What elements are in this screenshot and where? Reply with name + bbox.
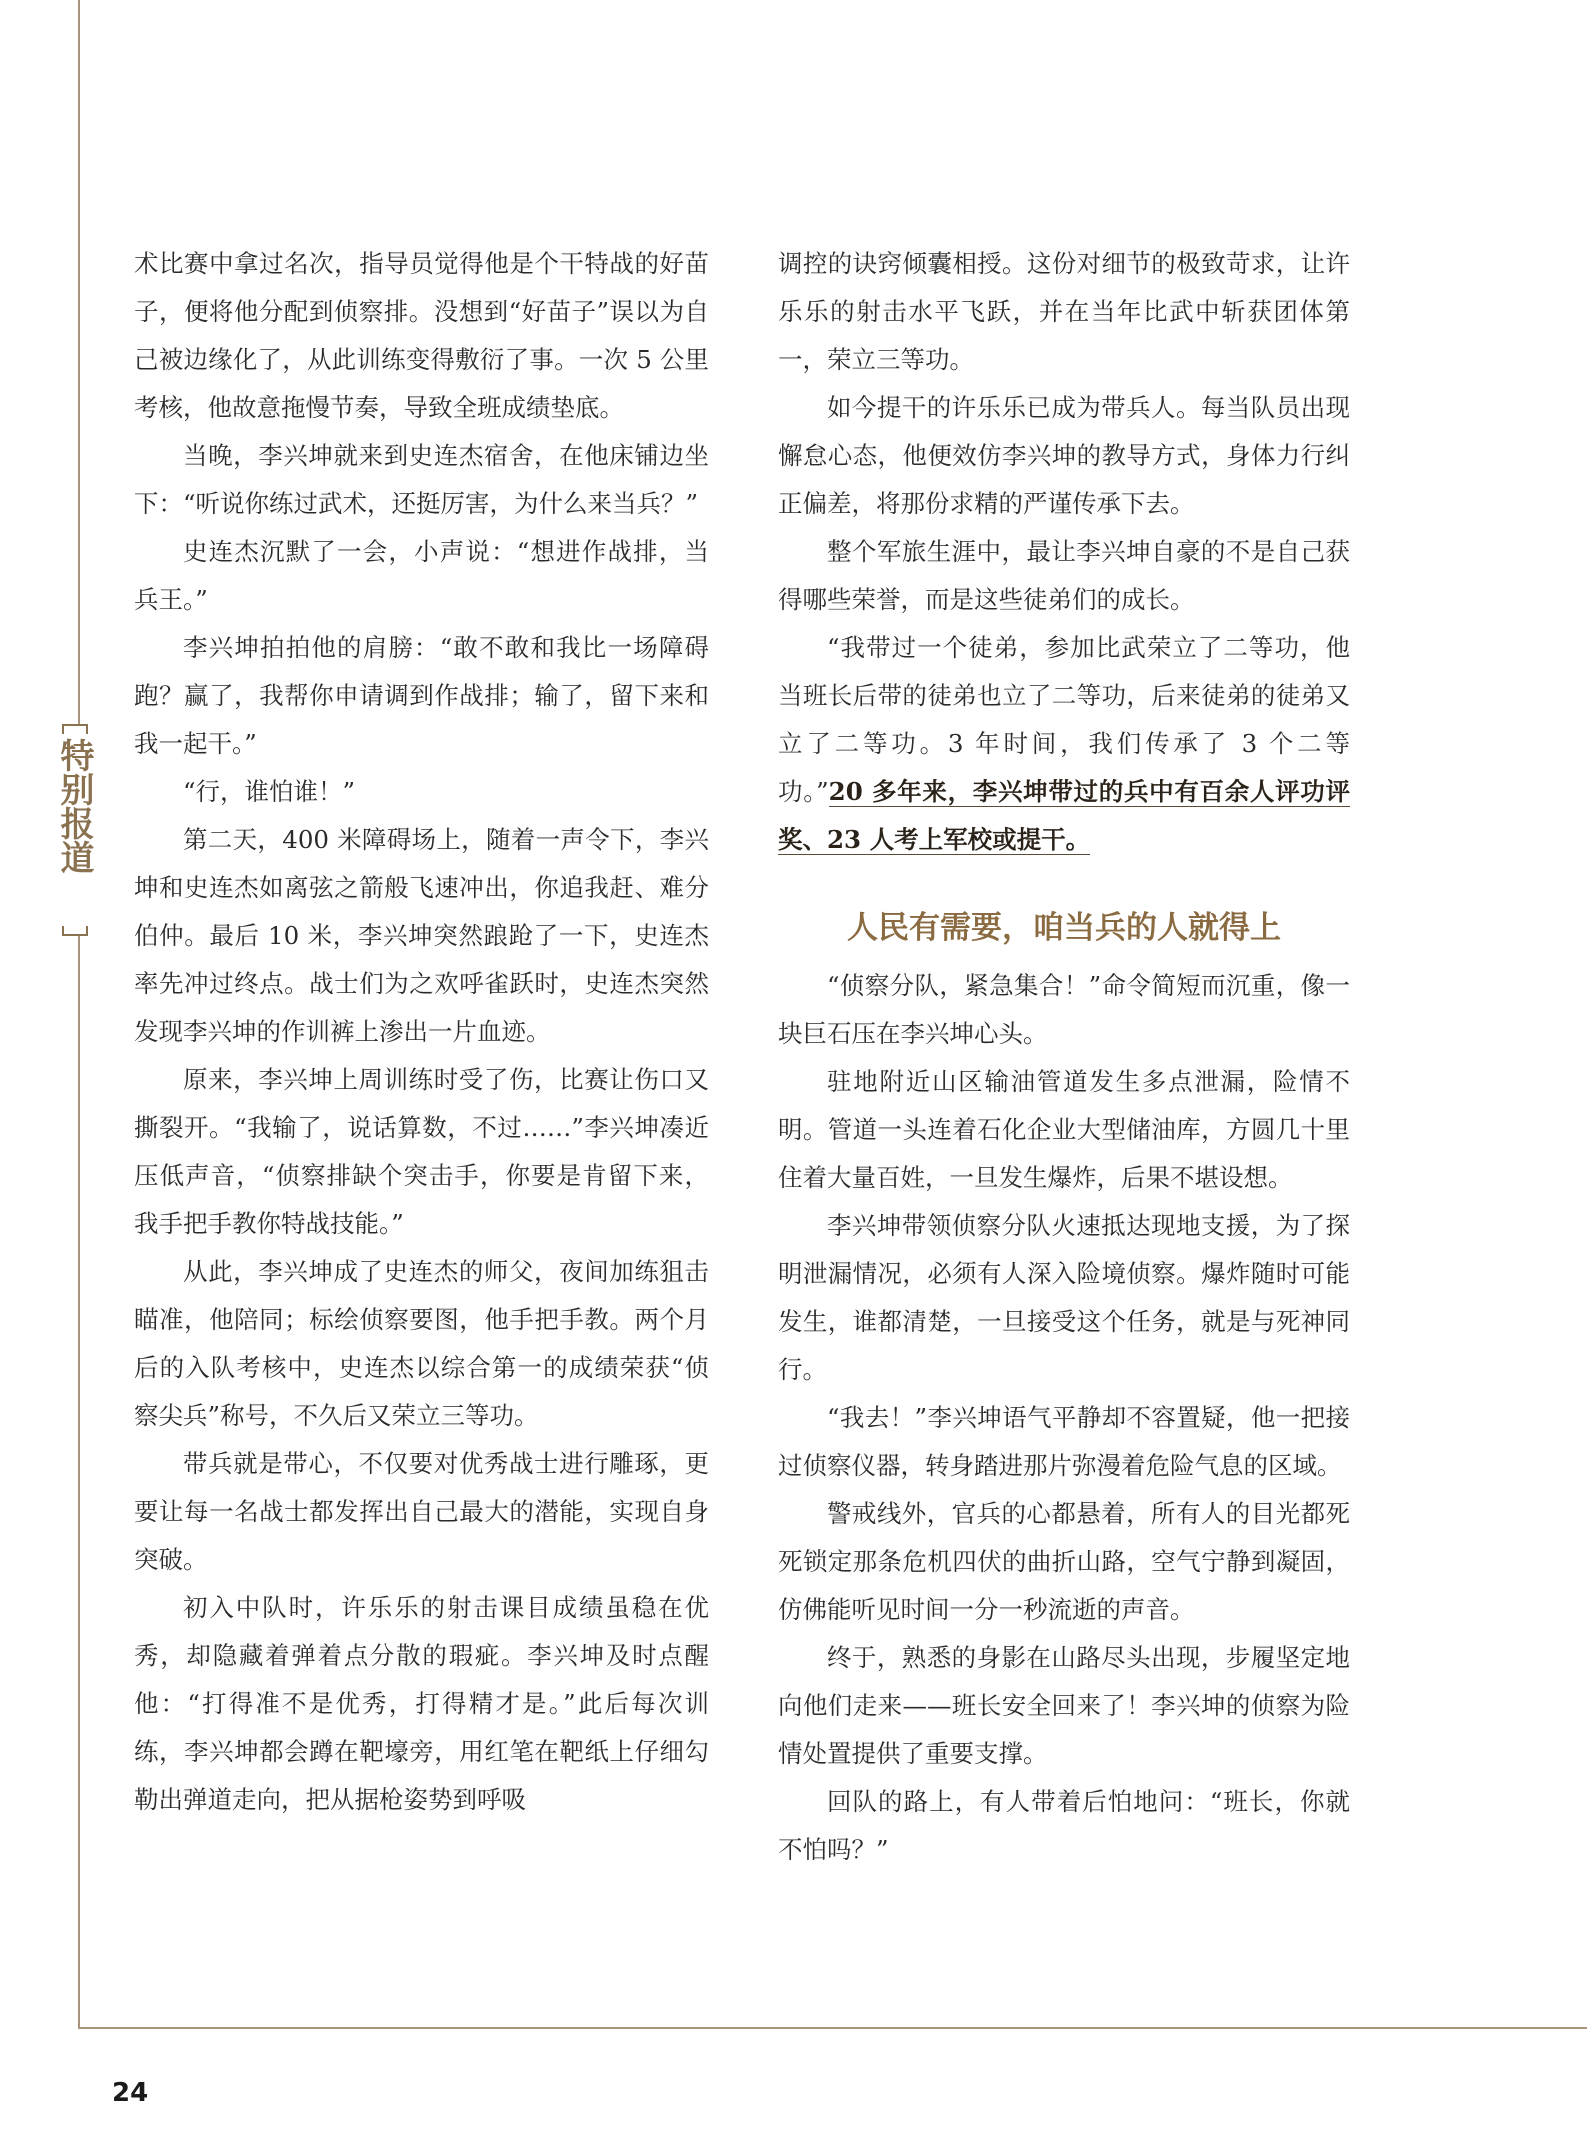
paragraph: 如今提干的许乐乐已成为带兵人。每当队员出现懈怠心态，他便效仿李兴坤的教导方式，身体力行纠正偏差，将那份求精的严谨传承下去。 — [778, 393, 1350, 518]
paragraph: 李兴坤带领侦察分队火速抵达现地支援，为了探明泄漏情况，必须有人深入险境侦察。爆炸随时可能发生，谁都清楚，一旦接受这个任务，就是与死神同行。 — [778, 1211, 1350, 1384]
page-number: 24 — [112, 2078, 149, 2108]
paragraph: 从此，李兴坤成了史连杰的师父，夜间加练狙击瞄准，他陪同；标绘侦察要图，他手把手教。两个月后的入队考核中，史连杰以综合第一的成绩荣获“侦察尖兵”称号，不久后又荣立三等功。 — [134, 1257, 709, 1430]
paragraph: 驻地附近山区输油管道发生多点泄漏，险情不明。管道一头连着石化企业大型储油库，方圆几十里住着大量百姓，一旦发生爆炸，后果不堪设想。 — [778, 1067, 1350, 1192]
bracket-top — [62, 724, 88, 734]
section-tab — [52, 724, 98, 936]
paragraph: 带兵就是带心，不仅要对优秀战士进行雕琢，更要让每一名战士都发挥出自己最大的潜能，实现自身突破。 — [134, 1449, 709, 1574]
highlight-paragraph — [778, 624, 1350, 864]
paragraph: 终于，熟悉的身影在山路尽头出现，步履坚定地向他们走来——班长安全回来了！李兴坤的侦察为险情处置提供了重要支撑。 — [778, 1643, 1350, 1768]
page-frame-left-rule — [78, 0, 80, 2029]
paragraph: 回队的路上，有人带着后怕地问：“班长，你就不怕吗？” — [778, 1787, 1350, 1864]
paragraph: “行，谁怕谁！” — [183, 777, 356, 806]
section-label: 特别报道 — [54, 738, 94, 874]
left-column — [134, 240, 709, 1824]
paragraph: “侦察分队，紧急集合！”命令简短而沉重，像一块巨石压在李兴坤心头。 — [778, 971, 1350, 1048]
paragraph: 第二天，400 米障碍场上，随着一声令下，李兴坤和史连杰如离弦之箭般飞速冲出，你追我赶、难分伯仲。最后 10 米，李兴坤突然踉跄了一下，史连杰率先冲过终点。战士们为之欢呼雀跃时，史连杰突然发现李兴坤的作训裤上渗出一片血迹。 — [134, 825, 709, 1046]
paragraph: 术比赛中拿过名次，指导员觉得他是个干特战的好苗子，便将他分配到侦察排。没想到“好苗子”误以为自己被边缘化了，从此训练变得敷衍了事。一次 5 公里考核，他故意拖慢节奏，导致全班成绩垫底。 — [134, 249, 709, 422]
quote-text: “我带过一个徒弟，参加比武荣立了二等功，他当班长后带的徒弟也立了二等功，后来徒弟的徒弟又立了二等功。3 年时间，我们传承了 3 个二等功。” — [778, 633, 1350, 806]
page-frame-bottom-rule — [78, 2027, 1587, 2029]
paragraph: 史连杰沉默了一会，小声说：“想进作战排，当兵王。” — [134, 537, 709, 614]
highlight-text: 20 多年来，李兴坤带过的兵中有百余人评功评奖、23 人考上军校或提干。 — [778, 777, 1350, 854]
paragraph: 整个军旅生涯中，最让李兴坤自豪的不是自己获得哪些荣誉，而是这些徒弟们的成长。 — [778, 537, 1350, 614]
paragraph: 原来，李兴坤上周训练时受了伤，比赛让伤口又撕裂开。“我输了，说话算数，不过……”李兴坤凑近压低声音，“侦察排缺个突击手，你要是肯留下来，我手把手教你特战技能。” — [134, 1065, 709, 1238]
bracket-bottom — [62, 926, 88, 936]
paragraph: 警戒线外，官兵的心都悬着，所有人的目光都死死锁定那条危机四伏的曲折山路，空气宁静到凝固，仿佛能听见时间一分一秒流逝的声音。 — [778, 1499, 1350, 1624]
paragraph: 调控的诀窍倾囊相授。这份对细节的极致苛求，让许乐乐的射击水平飞跃，并在当年比武中斩获团体第一，荣立三等功。 — [778, 249, 1350, 374]
paragraph: 当晚，李兴坤就来到史连杰宿舍，在他床铺边坐下：“听说你练过武术，还挺厉害，为什么来当兵？” — [134, 441, 709, 518]
paragraph: 初入中队时，许乐乐的射击课目成绩虽稳在优秀，却隐藏着弹着点分散的瑕疵。李兴坤及时点醒他：“打得准不是优秀，打得精才是。”此后每次训练，李兴坤都会蹲在靶壕旁，用红笔在靶纸上仔细勾勒出弹道走向，把从据枪姿势到呼吸 — [134, 1593, 709, 1814]
right-column — [778, 240, 1350, 1874]
paragraph: 李兴坤拍拍他的肩膀：“敢不敢和我比一场障碍跑？赢了，我帮你申请调到作战排；输了，留下来和我一起干。” — [134, 633, 709, 758]
section-subheading: 人民有需要，咱当兵的人就得上 — [847, 910, 1281, 946]
paragraph: “我去！”李兴坤语气平静却不容置疑，他一把接过侦察仪器，转身踏进那片弥漫着危险气息的区域。 — [778, 1403, 1350, 1480]
